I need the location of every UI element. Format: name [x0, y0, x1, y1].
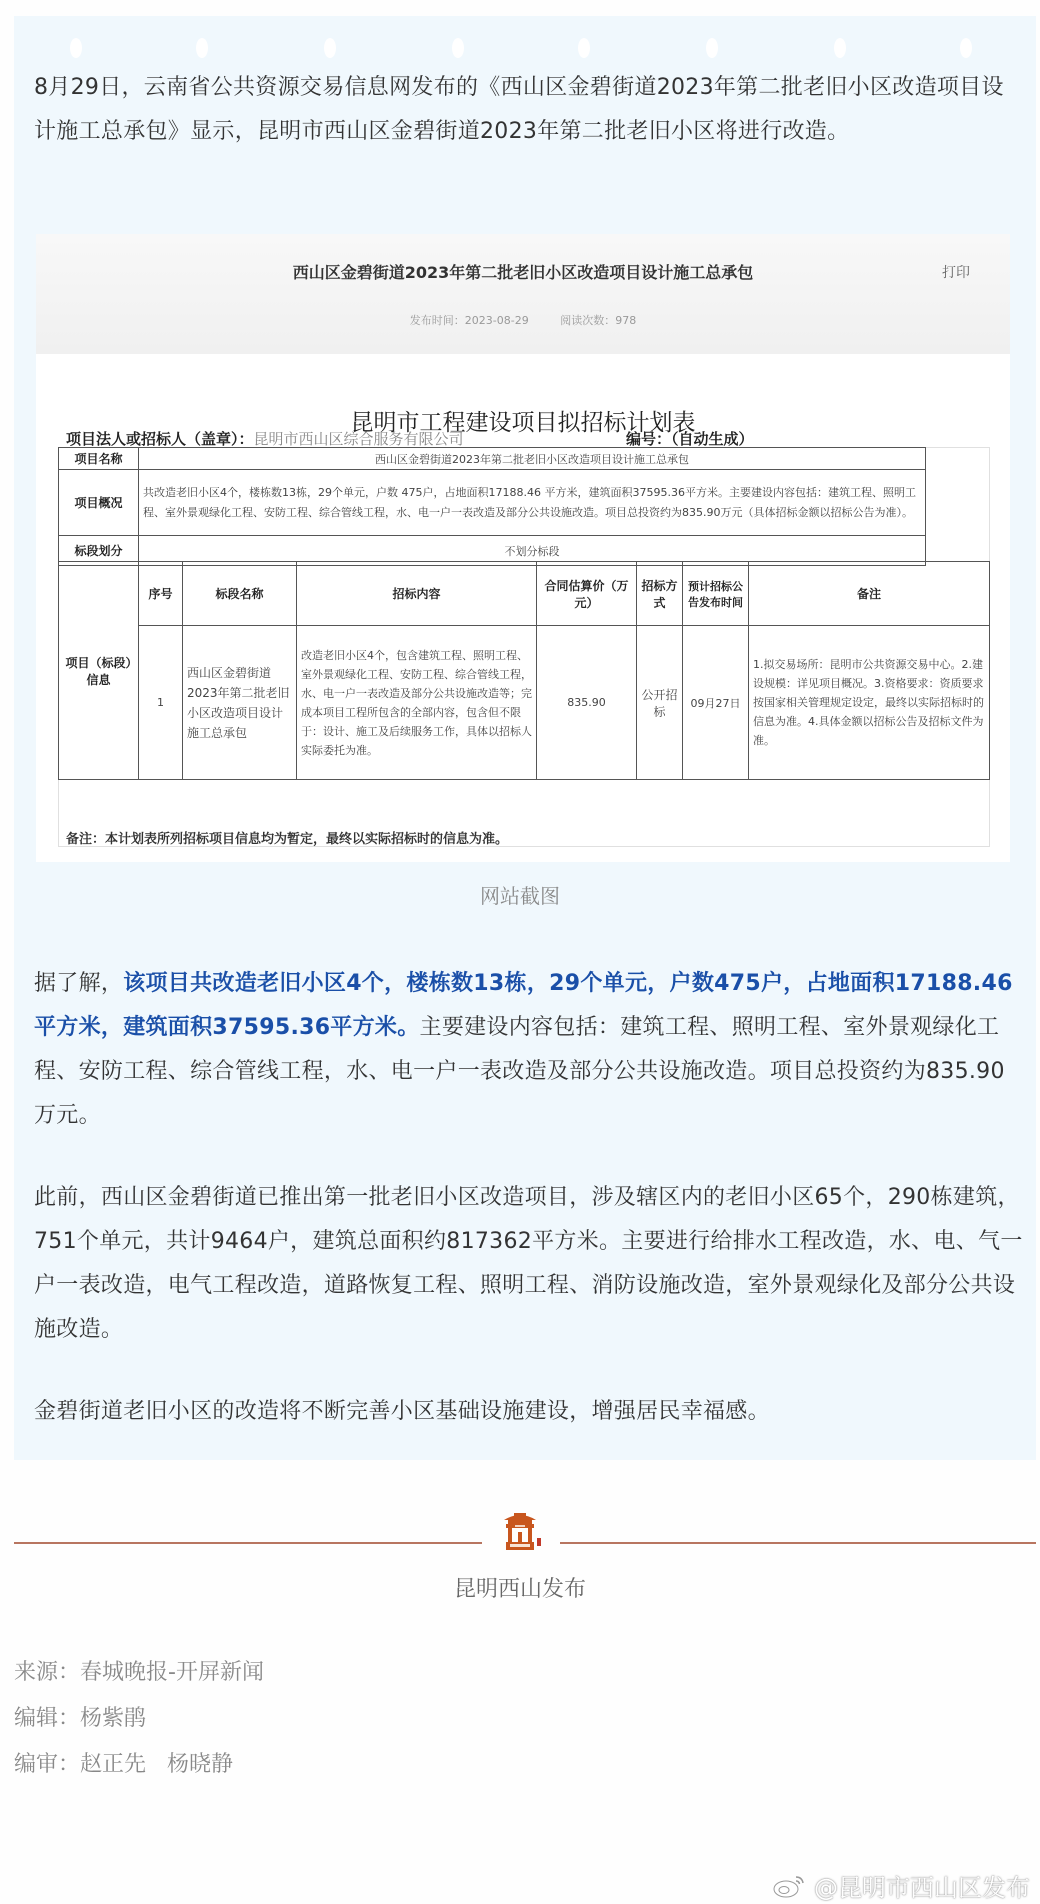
weibo-icon	[772, 1874, 814, 1902]
col-date: 预计招标公告发布时间	[683, 562, 749, 626]
plan-number: 编号：（自动生成）	[626, 430, 754, 448]
tenderer-line	[66, 428, 464, 449]
weibo-handle: @昆明市西山区发布	[814, 1874, 1030, 1902]
info-label: 项目（标段）信息	[59, 562, 139, 780]
background-paragraph: 此前，西山区金碧街道已推出第一批老旧小区改造项目，涉及辖区内的老旧小区65个，290栋建筑，751个单元，共计9464户，建筑总面积约817362平方米。主要进行给排水工程改造，水、电、气一户一表改造，电气工程改造，道路恢复工程、照明工程、消防设施改造，室外景观绿化及部分公共设施改造。	[34, 1185, 1023, 1342]
brand-name: 昆明西山发布	[453, 1577, 586, 1602]
detail-lead: 据了解，	[34, 971, 124, 996]
weibo-watermark	[772, 1868, 1030, 1903]
entry-method: 公开招标	[637, 626, 683, 780]
tenderer-label: 项目法人或招标人（盖章）：	[66, 430, 254, 448]
overview-label: 项目概况	[59, 470, 139, 536]
footer-divider-left	[14, 1542, 482, 1544]
entry-date: 09月27日	[683, 626, 749, 780]
print-link[interactable]: 打印	[942, 265, 970, 281]
col-method: 招标方式	[637, 562, 683, 626]
screenshot-meta	[36, 312, 1010, 328]
footer-divider-right	[560, 1542, 1036, 1544]
plan-table-top	[58, 447, 926, 566]
name-value: 西山区金碧街道2023年第二批老旧小区改造项目设计施工总承包	[139, 448, 926, 470]
closing-paragraph: 金碧街道老旧小区的改造将不断完善小区基础设施建设，增强居民幸福感。	[34, 1399, 770, 1424]
name-label: 项目名称	[59, 448, 139, 470]
entry-name: 西山区金碧街道2023年第二批老旧小区改造项目设计施工总承包	[183, 626, 297, 780]
col-remark: 备注	[749, 562, 990, 626]
screenshot-header	[36, 234, 1010, 354]
tenderer-value: 昆明市西山区综合服务有限公司	[253, 430, 464, 448]
section-value: 不划分标段	[139, 536, 926, 566]
intro-paragraph: 8月29日，云南省公共资源交易信息网发布的《西山区金碧街道2023年第二批老旧小区改造项目设计施工总承包》显示，昆明市西山区金碧街道2023年第二批老旧小区将进行改造。	[34, 75, 1004, 144]
pavilion-logo-icon	[496, 1508, 544, 1556]
table-row	[59, 626, 990, 780]
read-count: 阅读次数：978	[560, 314, 637, 327]
website-screenshot	[36, 234, 1010, 862]
col-price: 合同估算价（万元）	[537, 562, 637, 626]
entry-remark: 1.拟交易场所：昆明市公共资源交易中心。2.建设规模：详见项目概况。3.资格要求：资质要求按国家相关管理规定设定，最终以实际招标时的信息为准。4.具体金额以招标公告及招标文件为准。	[749, 626, 990, 780]
editor-line: 编辑：杨紫鹃	[14, 1706, 147, 1731]
screenshot-page-title: 西山区金碧街道2023年第二批老旧小区改造项目设计施工总承包	[292, 263, 754, 282]
col-section-name: 标段名称	[183, 562, 297, 626]
source-line: 来源：春城晚报-开屏新闻	[14, 1660, 264, 1685]
screenshot-note: 备注：本计划表所列招标项目信息均为暂定，最终以实际招标时的信息为准。	[66, 832, 509, 847]
publish-time: 发布时间：2023-08-29	[409, 314, 529, 327]
detail-paragraph	[34, 962, 1024, 1138]
screenshot-caption: 网站截图	[480, 884, 560, 908]
entry-no: 1	[139, 626, 183, 780]
reviewer-line: 编审：赵正先 杨晓静	[14, 1752, 233, 1777]
col-content: 招标内容	[297, 562, 537, 626]
detail-rest: 主要建设内容包括：建筑工程、照明工程、室外景观绿化工程、安防工程、综合管线工程，水、电一户一表改造及部分公共设施改造。项目总投资约为835.90万元。	[34, 1015, 1005, 1128]
plan-table-bottom	[58, 561, 990, 780]
credits	[14, 1650, 264, 1788]
section-label: 标段划分	[59, 536, 139, 566]
col-no: 序号	[139, 562, 183, 626]
entry-content: 改造老旧小区4个，包含建筑工程、照明工程、室外景观绿化工程、安防工程、综合管线工程，水、电一户一表改造及部分公共设施改造等；完成本项目工程所包含的全部内容，包含但不限于：设计、施工及后续服务工作，具体以招标人实际委托为准。	[297, 626, 537, 780]
decorative-dots	[14, 38, 1036, 60]
entry-price: 835.90	[537, 626, 637, 780]
plan-title: 昆明市工程建设项目拟招标计划表	[350, 410, 696, 436]
detail-highlight: 该项目共改造老旧小区4个，楼栋数13栋，29个单元，户数475户，占地面积17188.46平方米，建筑面积37595.36平方米。	[34, 971, 1013, 1040]
overview-value: 共改造老旧小区4个，楼栋数13栋，29个单元，户数 475户，占地面积17188.46 平方米，建筑面积37595.36平方米。主要建设内容包括：建筑工程、照明工程、室外景观绿化工程、安防工程、综合管线工程，水、电一户一表改造及部分公共设施改造。项目总投资约为835.90万元（具体招标金额以招标公告为准）。	[139, 470, 926, 536]
